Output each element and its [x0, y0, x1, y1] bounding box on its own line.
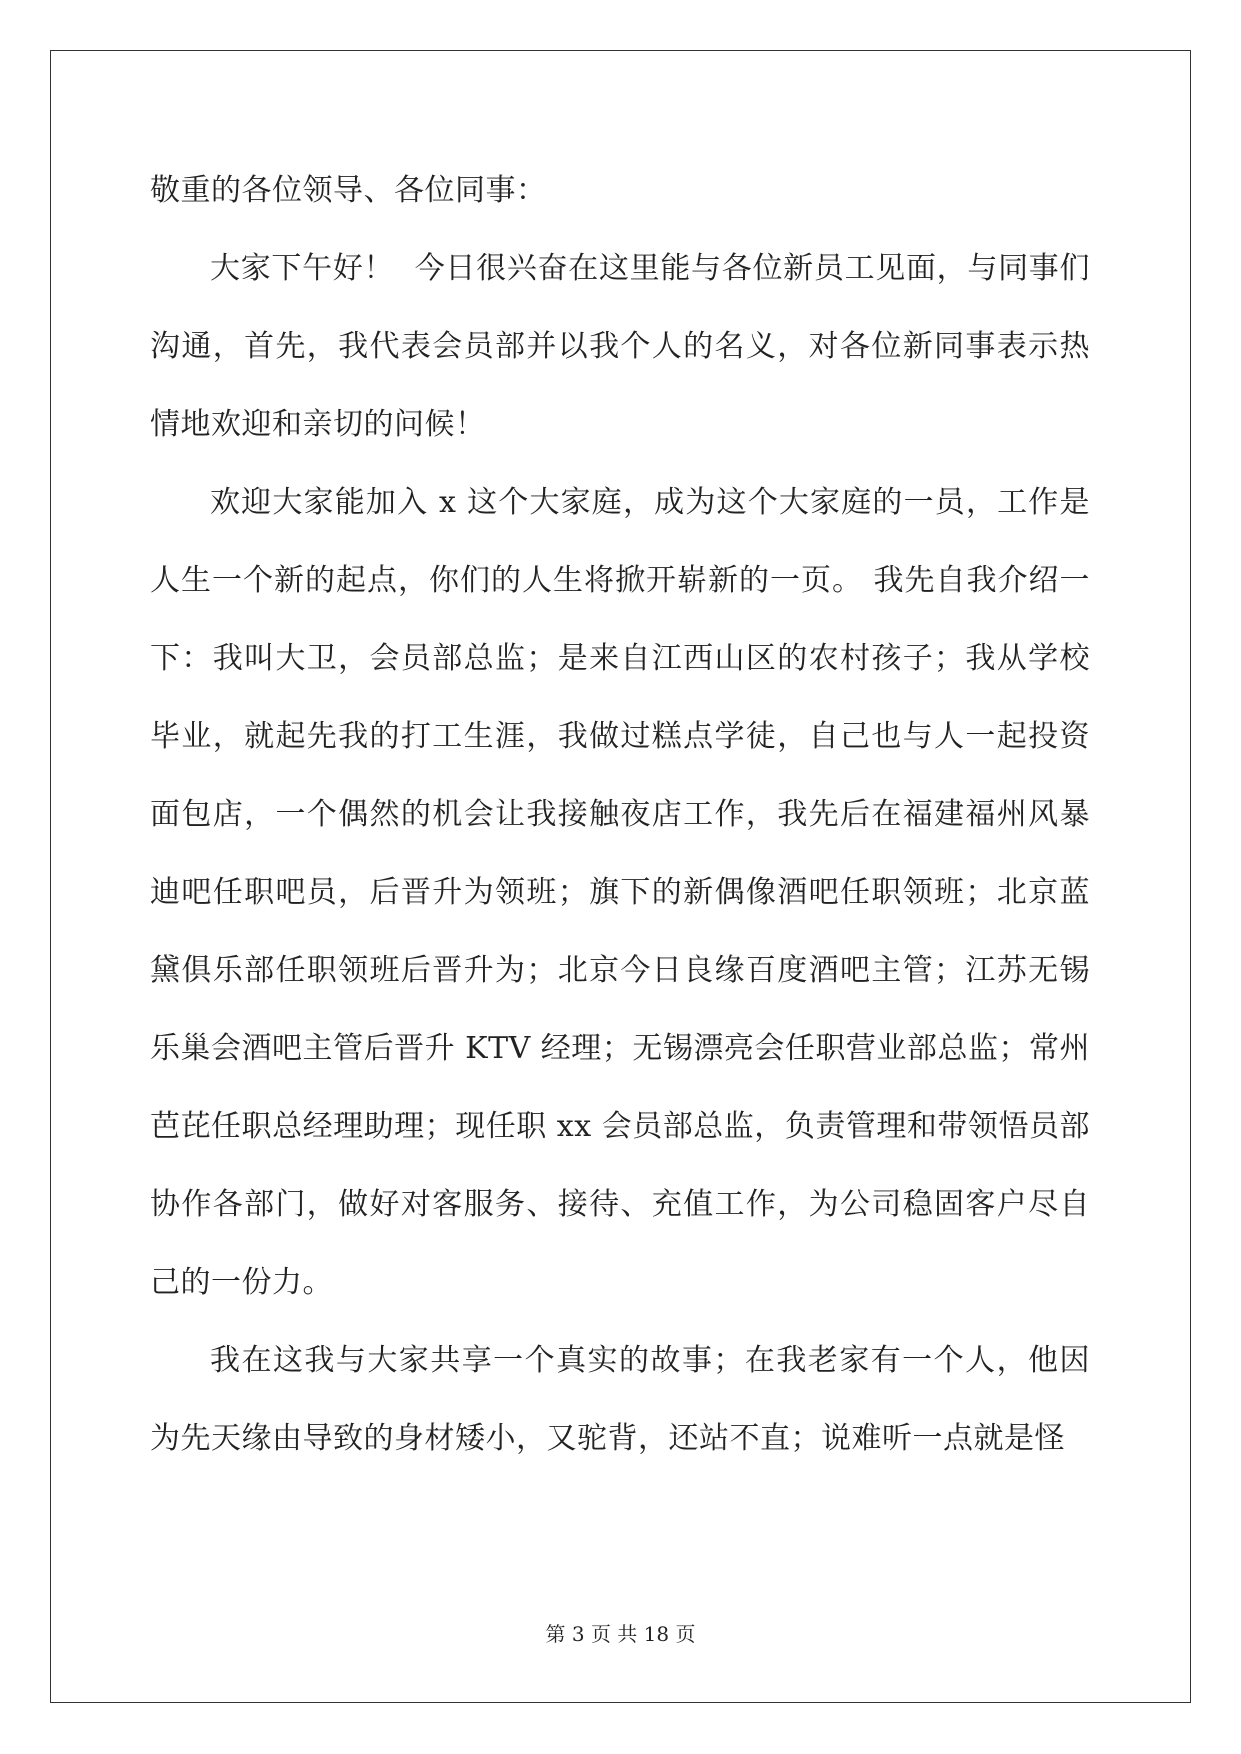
paragraph: 我在这我与大家共享一个真实的故事；在我老家有一个人，他因为先天缘由导致的身材矮小，又驼背，还站不直；说难听一点就是怪	[150, 1343, 1090, 1456]
page-number-footer: 第 3 页 共 18 页	[545, 1622, 696, 1646]
salutation: 敬重的各位领导、各位同事：	[150, 173, 547, 208]
document-body	[150, 152, 1090, 1478]
paragraph: 欢迎大家能加入 x 这个大家庭，成为这个大家庭的一员，工作是人生一个新的起点，你们的人生将掀开崭新的一页。 我先自我介绍一下：我叫大卫，会员部总监；是来自江西山区的农村孩子；我从学校毕业，就起先我的打工生涯，我做过糕点学徒，自己也与人一起投资面包店，一个偶然的机会让我接触夜店工作，我先后在福建福州风暴迪吧任职吧员，后晋升为领班；旗下的新偶像酒吧任职领班；北京蓝黛俱乐部任职领班后晋升为；北京今日良缘百度酒吧主管；江苏无锡乐巢会酒吧主管后晋升 KTV 经理；无锡漂亮会任职营业部总监；常州芭芘任职总经理助理；现任职 xx 会员部总监，负责管理和带领悟员部协作各部门，做好对客服务、接待、充值工作，为公司稳固客户尽自己的一份力。	[150, 485, 1090, 1300]
paragraph: 大家下午好！ 今日很兴奋在这里能与各位新员工见面，与同事们沟通，首先，我代表会员部并以我个人的名义，对各位新同事表示热情地欢迎和亲切的问候！	[150, 251, 1090, 442]
